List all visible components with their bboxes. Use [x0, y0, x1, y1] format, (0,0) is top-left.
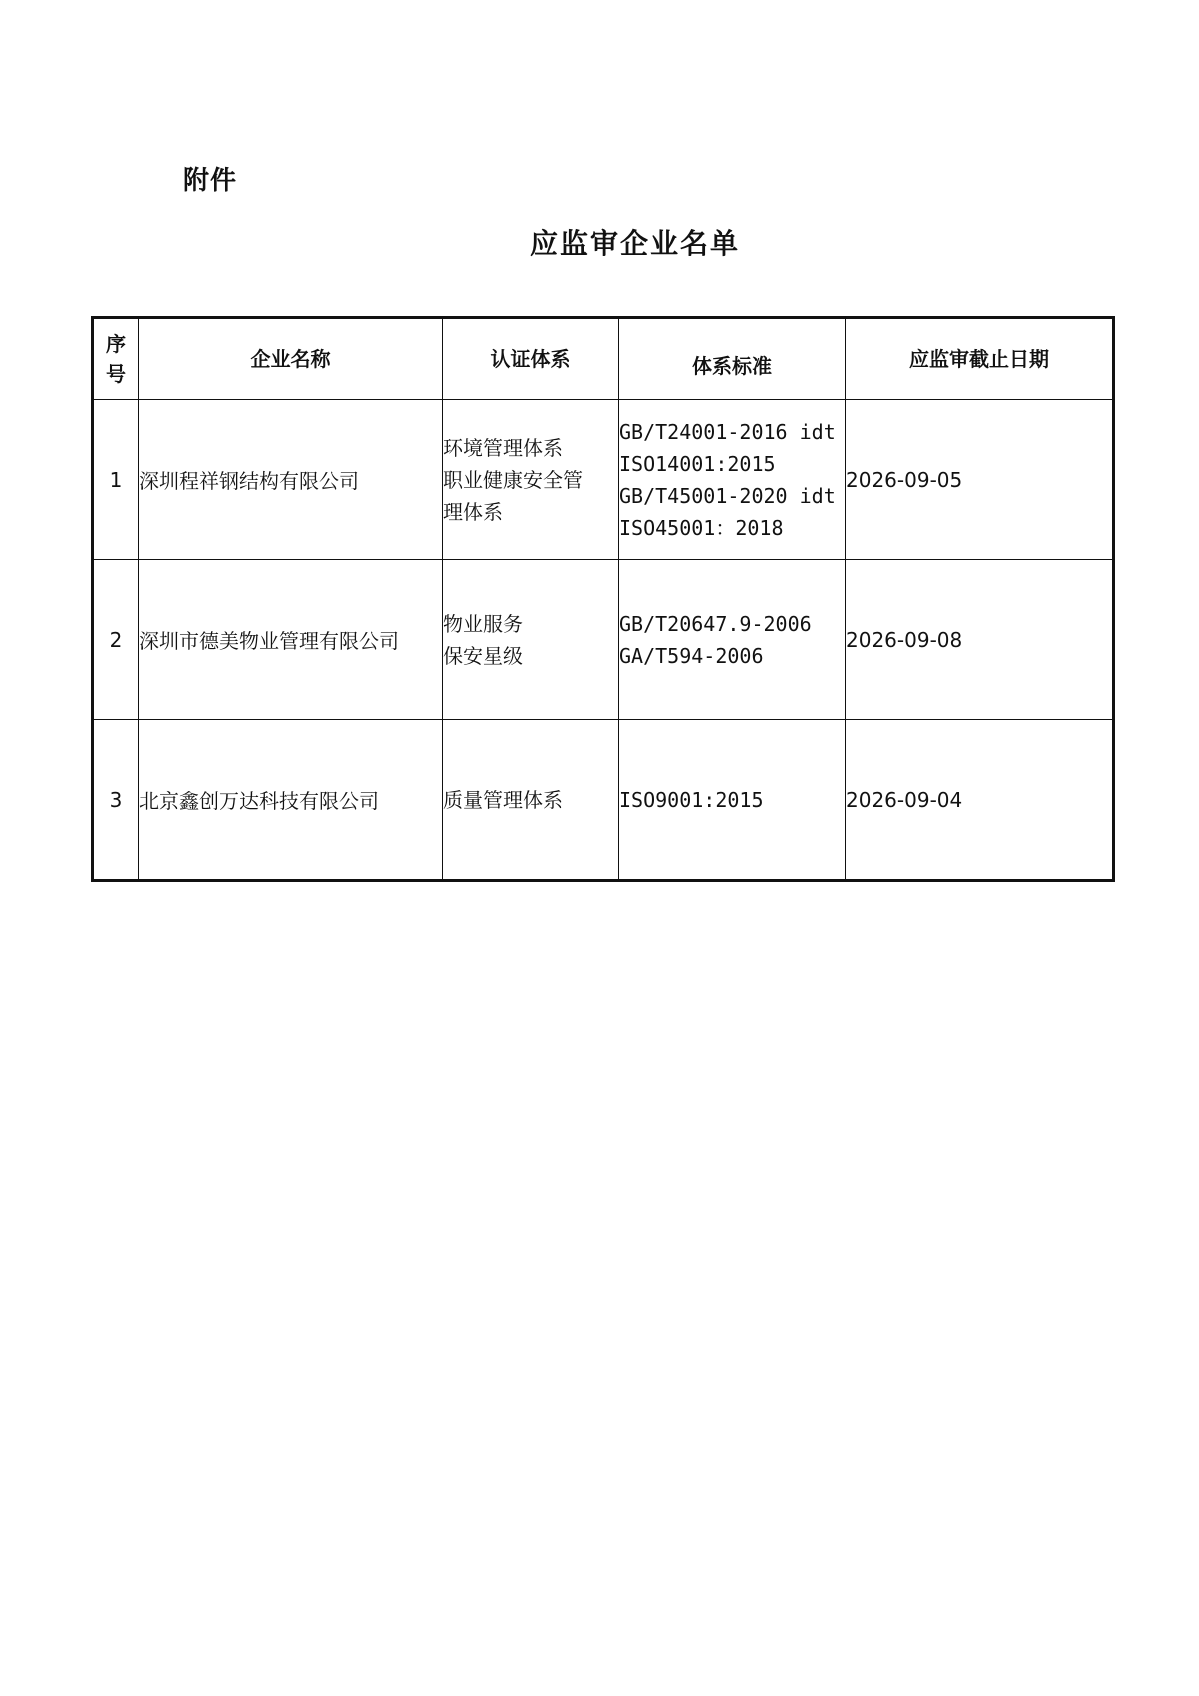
header-standard: 体系标准	[619, 318, 846, 400]
row-company: 深圳程祥钢结构有限公司	[139, 400, 443, 560]
header-deadline: 应监审截止日期	[846, 318, 1114, 400]
header-system: 认证体系	[443, 318, 619, 400]
row-deadline: 2026-09-08	[846, 560, 1114, 720]
audit-company-table	[91, 316, 1115, 882]
table-row	[93, 720, 1114, 881]
document-title: 应监审企业名单	[529, 227, 740, 260]
row-system: 质量管理体系	[443, 720, 619, 881]
row-seq: 2	[93, 560, 139, 720]
row-deadline: 2026-09-04	[846, 720, 1114, 881]
row-standard: ISO9001:2015	[619, 720, 846, 881]
row-deadline: 2026-09-05	[846, 400, 1114, 560]
row-system: 物业服务 保安星级	[443, 560, 619, 720]
row-company: 北京鑫创万达科技有限公司	[139, 720, 443, 881]
row-standard: GB/T20647.9-2006 GA/T594-2006	[619, 560, 846, 720]
row-company: 深圳市德美物业管理有限公司	[139, 560, 443, 720]
table-row	[93, 400, 1114, 560]
table-header-row	[93, 318, 1114, 400]
row-seq: 3	[93, 720, 139, 881]
attachment-label: 附件	[183, 166, 238, 196]
row-standard: GB/T24001-2016 idt ISO14001:2015 GB/T45001-2020 idt ISO45001：2018	[619, 400, 846, 560]
header-seq: 序号	[93, 318, 139, 400]
row-system: 环境管理体系 职业健康安全管 理体系	[443, 400, 619, 560]
header-company: 企业名称	[139, 318, 443, 400]
table-row	[93, 560, 1114, 720]
row-seq: 1	[93, 400, 139, 560]
